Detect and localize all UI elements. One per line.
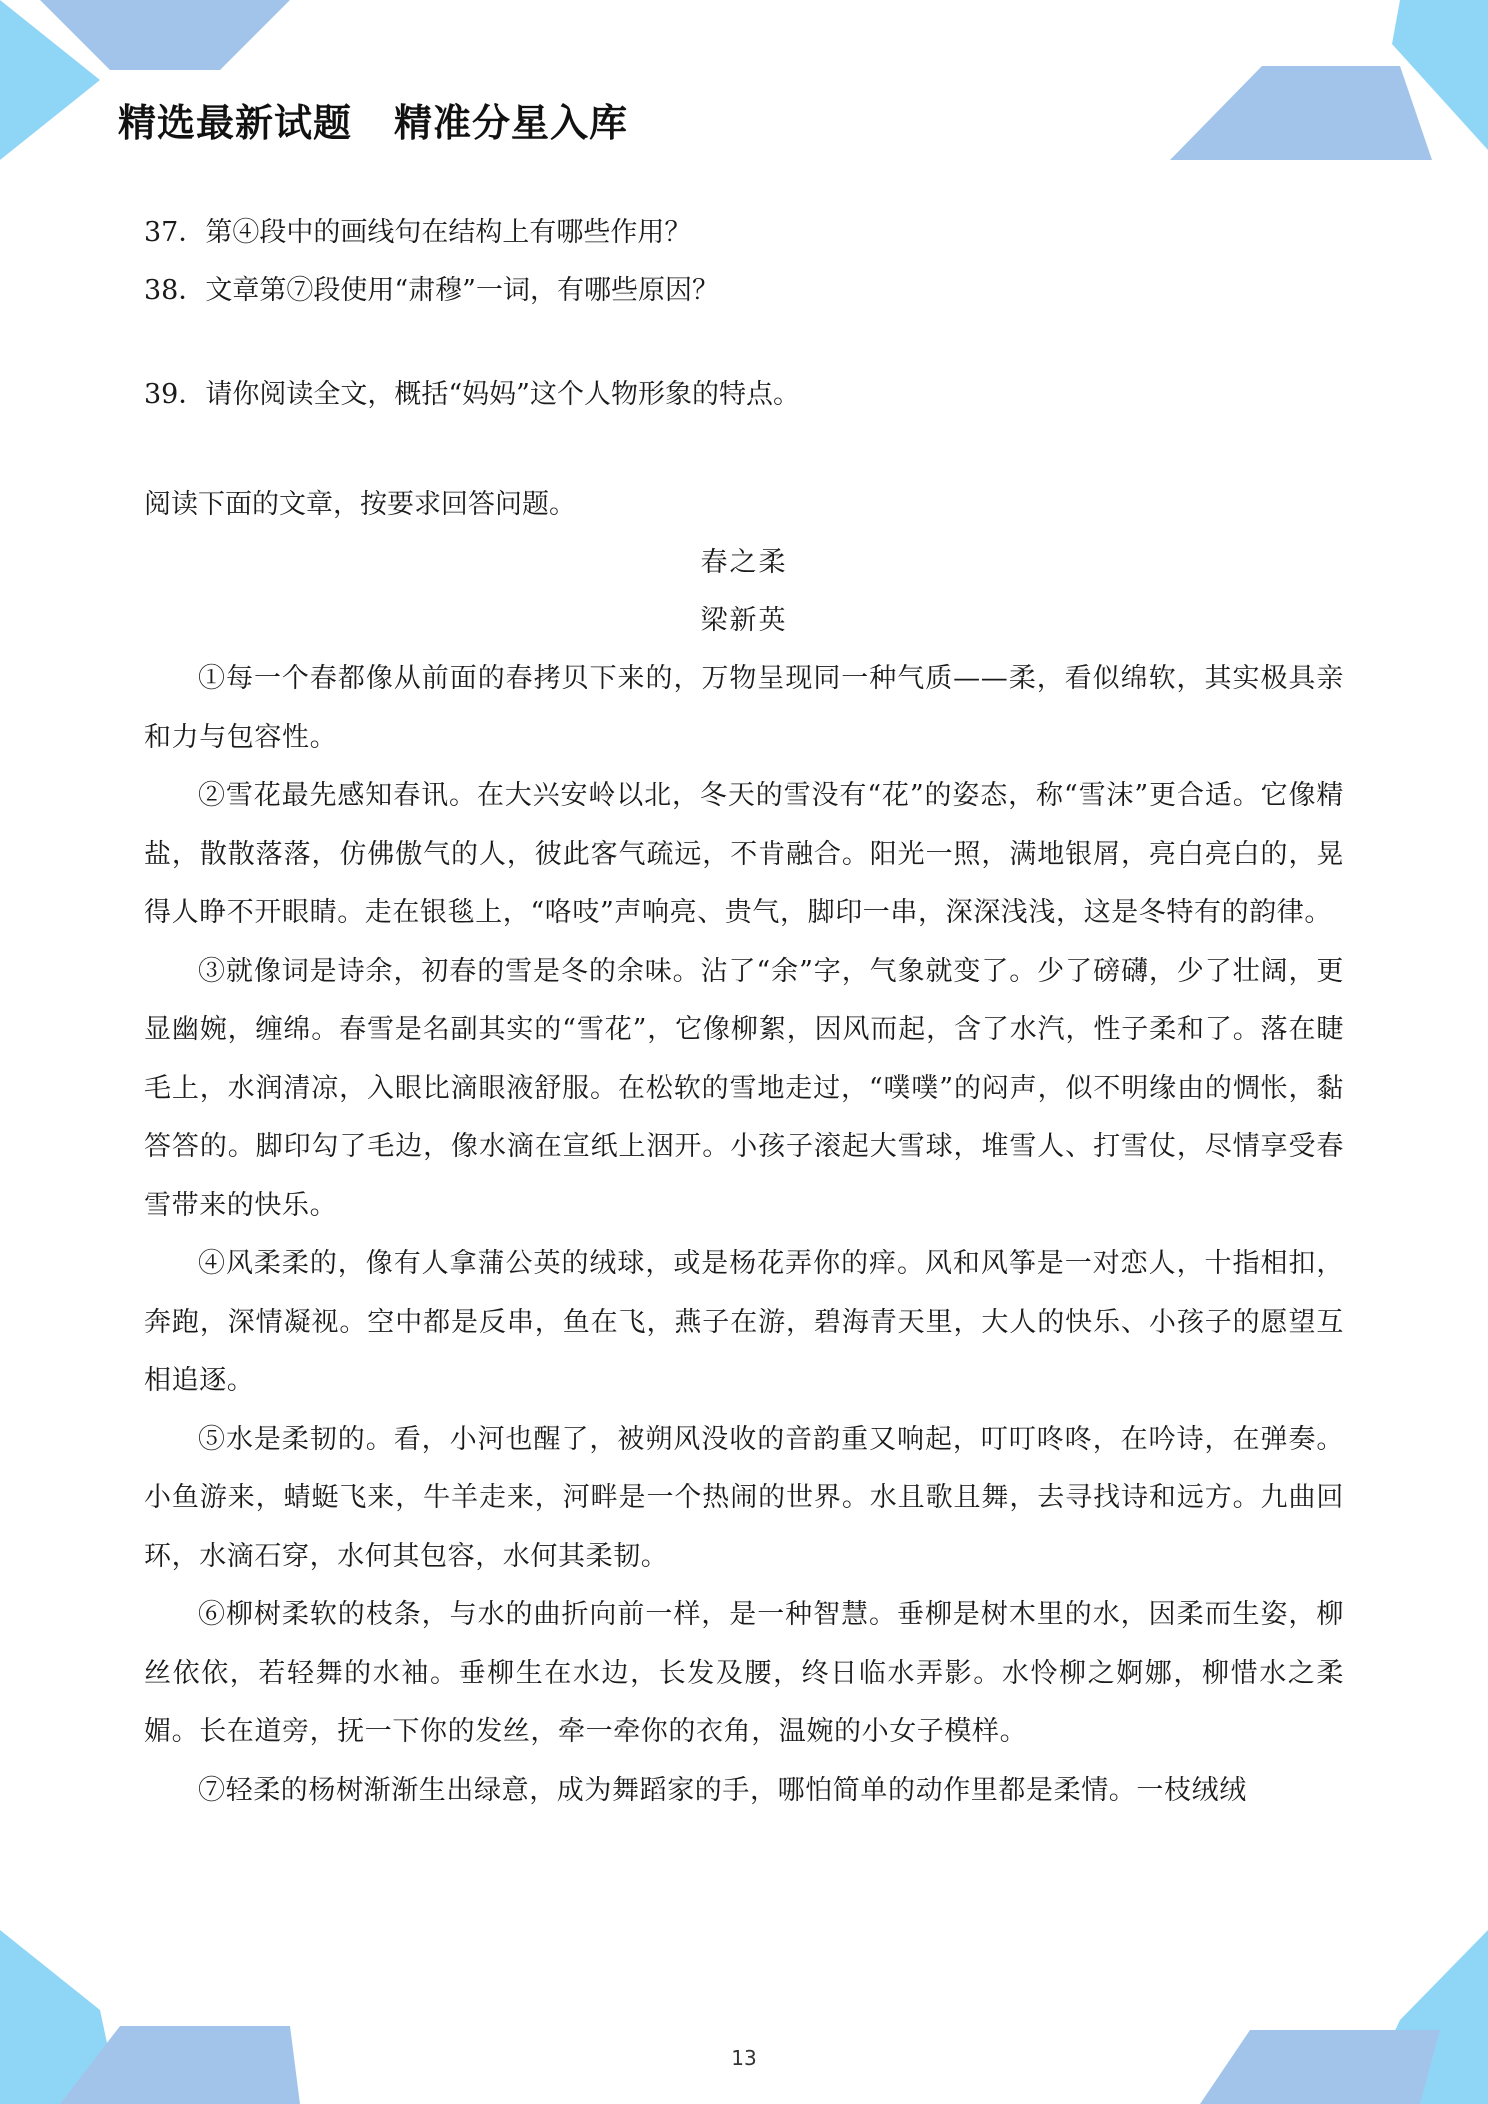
article-paragraph-1: ①每一个春都像从前面的春拷贝下来的，万物呈现同一种气质——柔，看似绵软，其实极具亲和力与包容性。	[144, 663, 1344, 753]
header-title	[118, 92, 628, 147]
article-paragraph-2: ②雪花最先感知春讯。在大兴安岭以北，冬天的雪没有“花”的姿态，称“雪沫”更合适。它像精盐，散散落落，仿佛傲气的人，彼此客气疏远，不肯融合。阳光一照，满地银屑，亮白亮白的，晃得人睁不开眼睛。走在银毯上，“咯吱”声响亮、贵气，脚印一串，深深浅浅，这是冬特有的韵律。	[144, 780, 1344, 928]
header-title-right: 精准分星入库	[394, 101, 629, 145]
question-38: 38．文章第⑦段使用“肃穆”一词，有哪些原因？	[144, 275, 719, 306]
article-paragraph-4: ④风柔柔的，像有人拿蒲公英的绒球，或是杨花弄你的痒。风和风筝是一对恋人，十指相扣，奔跑，深情凝视。空中都是反串，鱼在飞，燕子在游，碧海青天里，大人的快乐、小孩子的愿望互相追逐。	[144, 1248, 1344, 1396]
page-content	[144, 204, 1344, 1820]
article-paragraph-6: ⑥柳树柔软的枝条，与水的曲折向前一样，是一种智慧。垂柳是树木里的水，因柔而生姿，柳丝依依，若轻舞的水袖。垂柳生在水边，长发及腰，终日临水弄影。水怜柳之婀娜，柳惜水之柔媚。长在道旁，抚一下你的发丝，牵一牵你的衣角，温婉的小女子模样。	[144, 1599, 1344, 1747]
corner-decoration-top-right	[1170, 0, 1488, 170]
article-paragraph-7: ⑦轻柔的杨树渐渐生出绿意，成为舞蹈家的手，哪怕简单的动作里都是柔情。一枝绒绒	[198, 1774, 1247, 1806]
question-37: 37．第④段中的画线句在结构上有哪些作用？	[144, 217, 692, 248]
article-title: 春之柔	[700, 547, 788, 578]
corner-decoration-bottom-right	[1170, 1930, 1488, 2104]
header-title-left: 精选最新试题	[118, 101, 353, 145]
page-number: 13	[731, 2046, 757, 2070]
article-author: 梁新英	[700, 605, 788, 636]
corner-decoration-bottom-left	[0, 1930, 320, 2104]
reading-instruction: 阅读下面的文章，按要求回答问题。	[144, 489, 576, 520]
article-paragraph-5: ⑤水是柔韧的。看，小河也醒了，被朔风没收的音韵重又响起，叮叮咚咚，在吟诗，在弹奏。小鱼游来，蜻蜓飞来，牛羊走来，河畔是一个热闹的世界。水且歌且舞，去寻找诗和远方。九曲回环，水滴石穿，水何其包容，水何其柔韧。	[144, 1423, 1344, 1572]
article-paragraph-3: ③就像词是诗余，初春的雪是冬的余味。沾了“余”字，气象就变了。少了磅礴，少了壮阔，更显幽婉，缠绵。春雪是名副其实的“雪花”，它像柳絮，因风而起，含了水汽，性子柔和了。落在睫毛上，水润清凉，入眼比滴眼液舒服。在松软的雪地走过，“噗噗”的闷声，似不明缘由的惆怅，黏答答的。脚印勾了毛边，像水滴在宣纸上洇开。小孩子滚起大雪球，堆雪人、打雪仗，尽情享受春雪带来的快乐。	[144, 955, 1344, 1221]
question-39: 39．请你阅读全文，概括“妈妈”这个人物形象的特点。	[144, 379, 800, 410]
